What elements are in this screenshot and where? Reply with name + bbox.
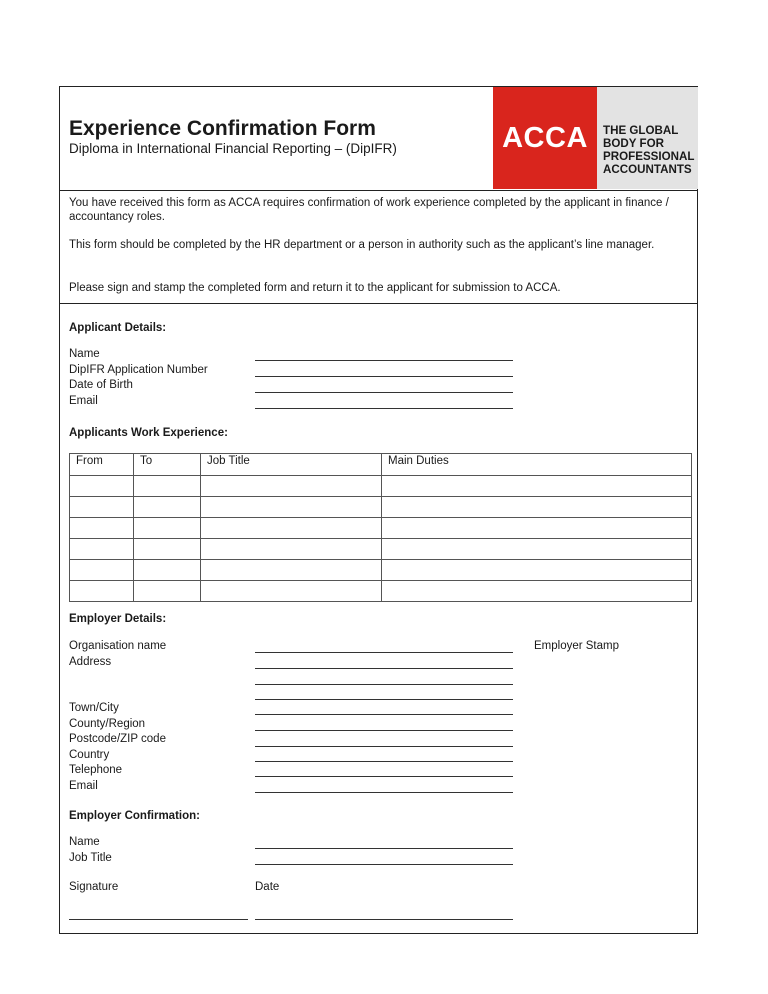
- tagline-line: PROFESSIONAL: [603, 150, 695, 163]
- page-subtitle: Diploma in International Financial Reporting – (DipIFR): [69, 141, 397, 156]
- date-field[interactable]: [255, 919, 513, 920]
- table-row: [70, 581, 692, 602]
- table-cell[interactable]: [201, 581, 382, 602]
- table-cell[interactable]: [70, 539, 134, 560]
- acca-tagline: [597, 87, 698, 189]
- table-cell[interactable]: [201, 539, 382, 560]
- intro-text: [60, 190, 697, 304]
- table-cell[interactable]: [382, 497, 692, 518]
- intro-paragraph: You have received this form as ACCA requires confirmation of work experience completed by the applicant in finance / accountancy roles.: [69, 197, 669, 223]
- telephone-label: Telephone: [69, 764, 123, 776]
- country-label: Country: [69, 749, 110, 761]
- table-row: [70, 560, 692, 581]
- town-city-label: Town/City: [69, 702, 119, 714]
- table-cell[interactable]: [382, 539, 692, 560]
- date-of-birth-field[interactable]: [255, 392, 513, 393]
- table-cell[interactable]: [382, 518, 692, 539]
- table-row: [70, 518, 692, 539]
- table-row: [70, 539, 692, 560]
- organisation-name-label: Organisation name: [69, 640, 167, 652]
- table-header-row: [70, 454, 692, 476]
- applicant-details-heading: Applicant Details:: [69, 322, 167, 334]
- employer-email-field[interactable]: [255, 792, 513, 793]
- table-cell[interactable]: [201, 476, 382, 497]
- table-cell[interactable]: [382, 476, 692, 497]
- column-from: From: [70, 454, 134, 476]
- acca-logo: [493, 87, 597, 189]
- tagline-line: ACCOUNTANTS: [603, 163, 692, 176]
- telephone-field[interactable]: [255, 776, 513, 777]
- employer-details-heading: Employer Details:: [69, 613, 167, 625]
- work-experience-table: [69, 453, 692, 602]
- table-cell[interactable]: [134, 581, 201, 602]
- form-frame: [59, 86, 698, 934]
- tagline-line: BODY FOR: [603, 137, 664, 150]
- table-cell[interactable]: [70, 518, 134, 539]
- table-cell[interactable]: [201, 497, 382, 518]
- applicant-name-field[interactable]: [255, 360, 513, 361]
- confirmer-name-field[interactable]: [255, 848, 513, 849]
- town-city-field[interactable]: [255, 714, 513, 715]
- confirmer-job-title-field[interactable]: [255, 864, 513, 865]
- signature-field[interactable]: [69, 919, 248, 920]
- applicant-email-label: Email: [69, 395, 98, 407]
- intro-paragraph: Please sign and stamp the completed form and return it to the applicant for submission to ACCA.: [69, 282, 561, 294]
- column-to: To: [134, 454, 201, 476]
- table-row: [70, 476, 692, 497]
- address-field-line-3[interactable]: [255, 699, 513, 700]
- intro-paragraph: This form should be completed by the HR department or a person in authority such as the applicant’s line manager.: [69, 239, 655, 251]
- postcode-label: Postcode/ZIP code: [69, 733, 166, 745]
- employer-confirmation-heading: Employer Confirmation:: [69, 810, 200, 822]
- county-region-field[interactable]: [255, 730, 513, 731]
- employer-email-label: Email: [69, 780, 98, 792]
- date-label: Date: [255, 881, 280, 893]
- table-cell[interactable]: [70, 476, 134, 497]
- table-cell[interactable]: [382, 560, 692, 581]
- page-title: Experience Confirmation Form: [69, 117, 376, 140]
- applicant-name-label: Name: [69, 348, 100, 360]
- application-number-label: DipIFR Application Number: [69, 364, 208, 376]
- table-cell[interactable]: [134, 539, 201, 560]
- address-label: Address: [69, 656, 112, 668]
- applicant-email-field[interactable]: [255, 408, 513, 409]
- organisation-name-field[interactable]: [255, 652, 513, 653]
- work-experience-heading: Applicants Work Experience:: [69, 427, 228, 439]
- table-cell[interactable]: [134, 476, 201, 497]
- tagline-line: THE GLOBAL: [603, 124, 679, 137]
- employer-stamp-label: Employer Stamp: [534, 640, 620, 652]
- table-cell[interactable]: [201, 518, 382, 539]
- confirmer-job-title-label: Job Title: [69, 852, 112, 864]
- postcode-field[interactable]: [255, 746, 513, 747]
- table-row: [70, 497, 692, 518]
- table-cell[interactable]: [201, 560, 382, 581]
- table-cell[interactable]: [134, 497, 201, 518]
- column-job-title: Job Title: [201, 454, 382, 476]
- table-cell[interactable]: [134, 560, 201, 581]
- acca-wordmark: ACCA: [502, 121, 588, 154]
- county-region-label: County/Region: [69, 718, 146, 730]
- table-cell[interactable]: [70, 581, 134, 602]
- signature-label: Signature: [69, 881, 119, 893]
- table-cell[interactable]: [382, 581, 692, 602]
- table-cell[interactable]: [134, 518, 201, 539]
- application-number-field[interactable]: [255, 376, 513, 377]
- date-of-birth-label: Date of Birth: [69, 379, 133, 391]
- confirmer-name-label: Name: [69, 836, 100, 848]
- address-field-line-1[interactable]: [255, 668, 513, 669]
- address-field-line-2[interactable]: [255, 684, 513, 685]
- form-header: [60, 87, 697, 191]
- country-field[interactable]: [255, 761, 513, 762]
- table-cell[interactable]: [70, 560, 134, 581]
- table-cell[interactable]: [70, 497, 134, 518]
- column-main-duties: Main Duties: [382, 454, 692, 476]
